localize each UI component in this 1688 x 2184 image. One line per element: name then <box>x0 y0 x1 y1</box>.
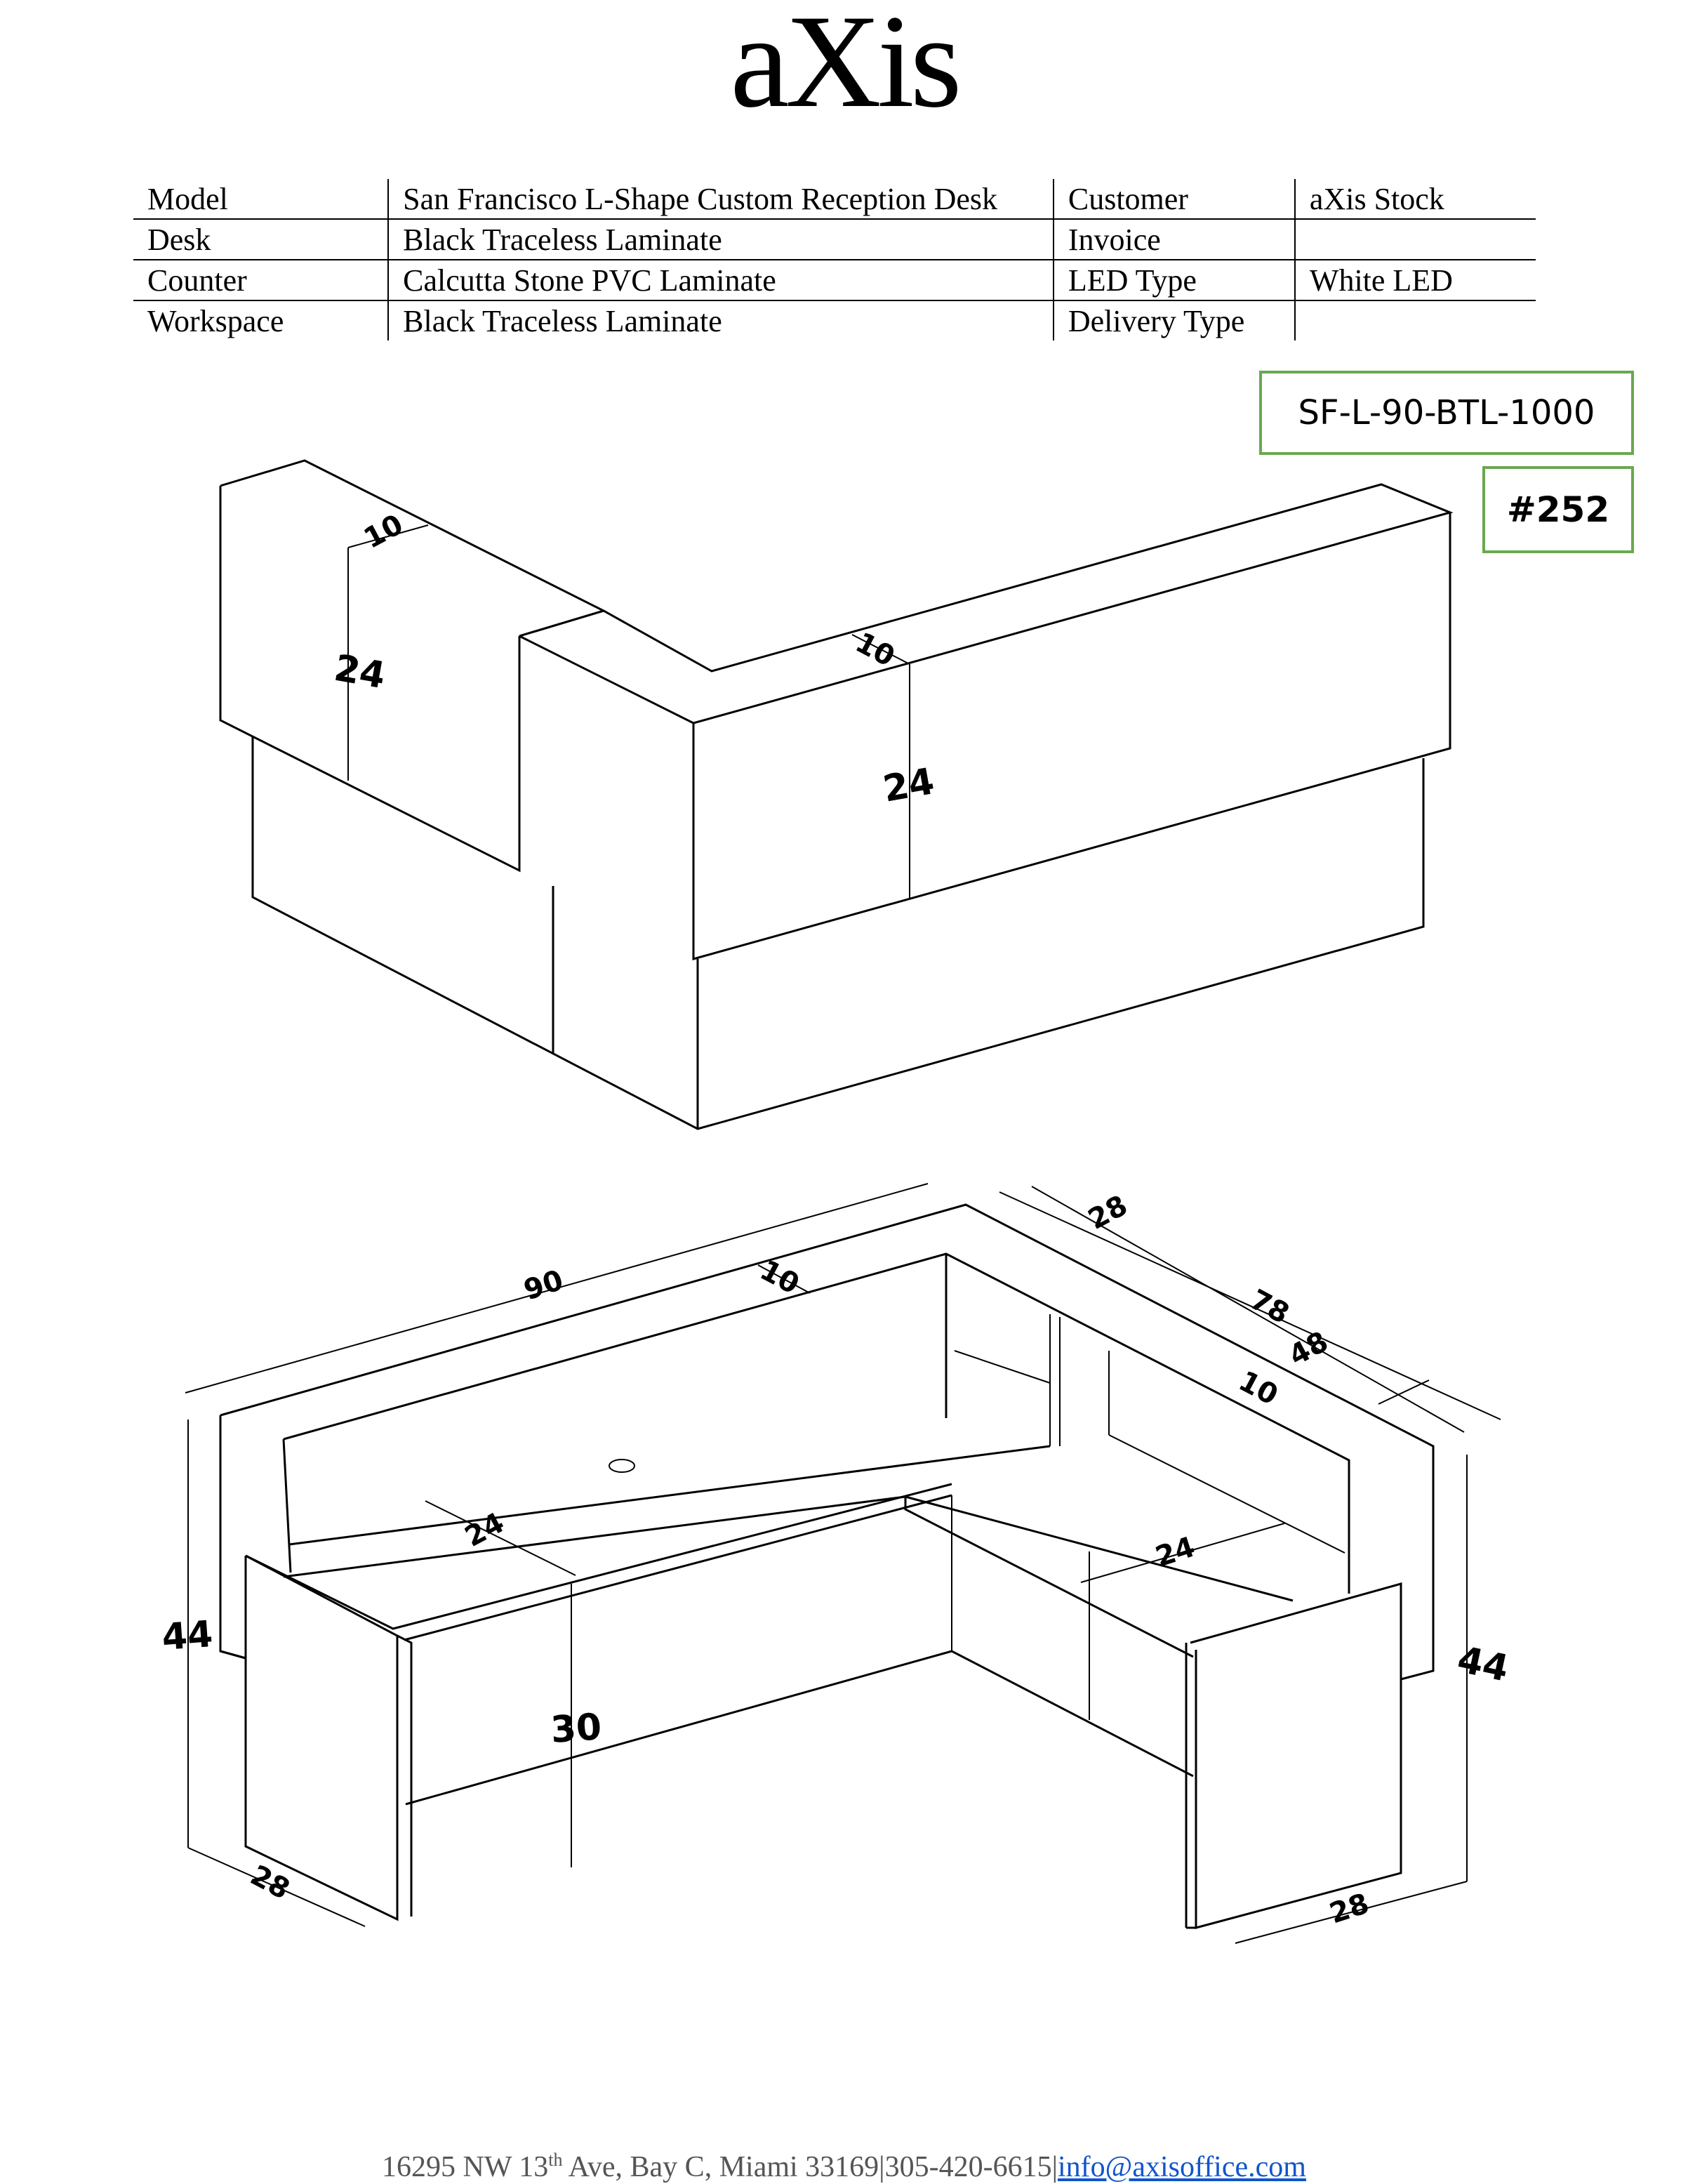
counter-left-edge <box>220 1415 246 1658</box>
axis-logo: aXis <box>730 0 958 135</box>
spec-label: Invoice <box>1054 219 1295 260</box>
inner-shelf-line <box>955 1351 1050 1383</box>
dim-label: 10 <box>1233 1365 1284 1412</box>
spec-label: Workspace <box>147 304 284 338</box>
dim-label: 24 <box>879 760 938 811</box>
inner-back-line-2 <box>1109 1435 1345 1553</box>
spec-label: LED Type <box>1054 260 1295 300</box>
dim-label: 10 <box>755 1254 805 1301</box>
spec-label: Counter <box>133 260 388 300</box>
front-panel-top <box>246 1484 952 1629</box>
spec-label: Desk <box>133 219 388 260</box>
right-panel-top <box>519 484 1450 723</box>
dim-label: 10 <box>850 626 901 673</box>
bottom-iso-drawing <box>161 1184 1513 1943</box>
dim-label: 28 <box>1325 1887 1374 1931</box>
address-superscript: th <box>548 2150 563 2170</box>
left-back-foot <box>220 1651 246 1658</box>
spec-label: Delivery Type <box>1054 300 1295 340</box>
address-part: 16295 NW 13 <box>382 2151 549 2183</box>
address-part: Ave, Bay C, Miami 33169|305-420-6615| <box>562 2151 1058 2183</box>
left-panel-top <box>220 461 604 636</box>
counter-inner-left <box>284 1439 291 1573</box>
spec-value: aXis Stock <box>1295 179 1536 219</box>
dim-label: 10 <box>359 508 408 555</box>
counter-top-outline <box>220 1205 1433 1679</box>
base-outline <box>253 737 1423 1129</box>
front-panel-inner-left <box>397 1636 411 1917</box>
dim-label: 44 <box>1454 1639 1513 1690</box>
dim-label: 24 <box>1151 1530 1199 1574</box>
dim-label: 24 <box>460 1507 510 1554</box>
spec-value: Calcutta Stone PVC Laminate <box>388 260 1054 300</box>
top-iso-drawing <box>220 461 1450 1129</box>
dim-label: 28 <box>245 1859 295 1906</box>
dim-label: 78 <box>1244 1283 1295 1330</box>
spec-value: San Francisco L-Shape Custom Reception Desk <box>388 179 1054 219</box>
dim-label: 48 <box>1284 1325 1334 1372</box>
right-panel-face <box>693 512 1450 959</box>
spec-value: Black Traceless Laminate <box>388 219 1054 260</box>
dim-label: 44 <box>160 1613 215 1659</box>
worksurface-back <box>289 1446 1050 1544</box>
product-code-box: SF-L-90-BTL-1000 <box>1259 371 1634 455</box>
spec-value: White LED <box>1295 260 1536 300</box>
drawing-number-box: #252 <box>1482 466 1634 553</box>
dim-label: 28 <box>1083 1189 1133 1236</box>
spec-label: Customer <box>1054 179 1295 219</box>
worksurface-edge <box>284 1497 1193 1657</box>
return-worksurface-back <box>905 1497 1293 1601</box>
email-link[interactable]: info@axisoffice.com <box>1057 2151 1306 2183</box>
grommet-hole <box>609 1460 634 1472</box>
footer-address <box>0 2150 1688 2184</box>
spec-label: Model <box>133 179 388 219</box>
modesty-panel-bottom <box>406 1651 1193 1804</box>
spec-value: Black Traceless Laminate <box>388 300 1054 340</box>
dim-label: 90 <box>519 1264 568 1307</box>
counter-depth-right-dim-line <box>1378 1380 1429 1404</box>
dim-label: 30 <box>549 1706 604 1752</box>
right-end-panel <box>1190 1584 1401 1928</box>
dim-label: 24 <box>331 647 389 698</box>
